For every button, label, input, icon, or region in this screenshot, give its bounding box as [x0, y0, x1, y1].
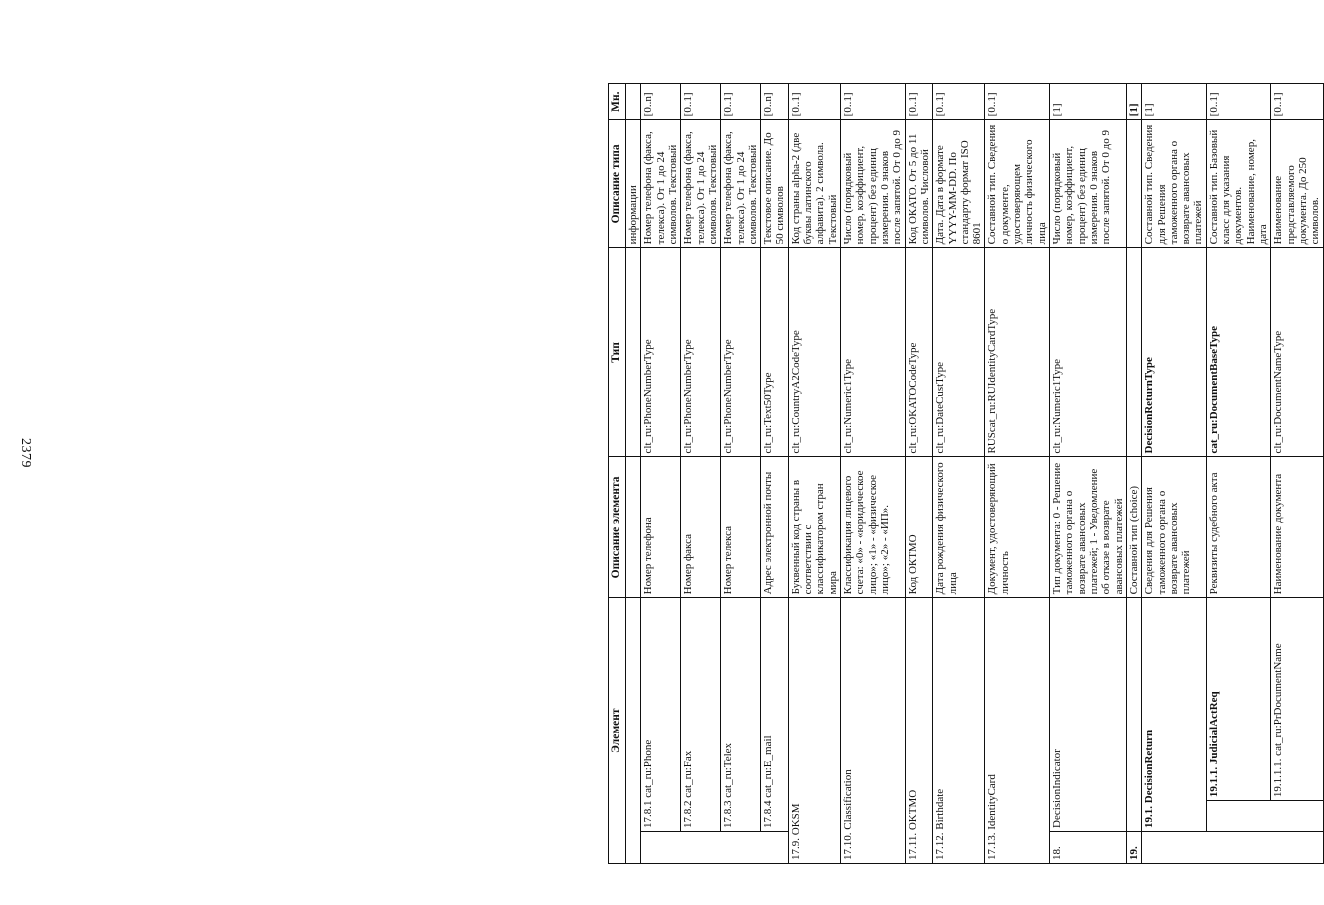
- table-row: [985, 84, 1050, 864]
- cell-type: [1126, 248, 1141, 457]
- cell-mult: [0..1]: [841, 84, 906, 120]
- cell-description: Номер телекса: [721, 457, 761, 598]
- cell-type-description: Текстовое описание. До 50 символов: [761, 120, 789, 248]
- row-number: 17.8.1: [642, 800, 655, 828]
- cell-description: Код ОКТМО: [905, 457, 933, 598]
- cell-element: [761, 598, 789, 832]
- element-name: IdentityCard: [986, 774, 999, 830]
- table-row: [788, 84, 840, 864]
- header-type: Тип: [609, 248, 626, 457]
- cell-description: Буквенный код страны в соответствии с классификатором стран мира: [788, 457, 840, 598]
- cell-num2: [626, 801, 641, 832]
- cell-description: Сведения для Решения таможенного органа о возврате авансовых платежей: [1142, 457, 1207, 598]
- cell-element: [985, 598, 1050, 864]
- cell-type-description: Дата. Дата в формате YYYY-MM-DD. По стандарту формат ISO 8601: [933, 120, 985, 248]
- cell-type-description: информации: [626, 120, 641, 248]
- cell-element: [721, 598, 761, 832]
- row-number: 17.9.: [789, 838, 802, 860]
- page-number: 2379: [18, 438, 33, 468]
- row-number: 17.8.3: [722, 800, 735, 828]
- cell-indent: [761, 832, 789, 864]
- table-row: [933, 84, 985, 864]
- row-number: 17.10.: [842, 832, 854, 860]
- header-element-description: Описание элемента: [609, 457, 626, 598]
- cell-description: [626, 457, 641, 598]
- cell-type: clt_ru:DateCustType: [933, 248, 985, 457]
- cell-type-description: Составной тип. Сведения о документе, удостоверяющем личность физического лица: [985, 120, 1050, 248]
- element-name: Birthdate: [934, 788, 947, 830]
- cell-type-description: Код ОКАТО. От 5 до 11 символов. Числовой: [905, 120, 933, 248]
- cell-indent: [1271, 801, 1323, 832]
- cell-type: clt_ru:PhoneNumberType: [681, 248, 721, 457]
- table-row: [1126, 84, 1141, 864]
- element-name: cat_ru:Fax: [682, 750, 695, 798]
- cell-element: [1126, 598, 1141, 832]
- element-name: cat_ru:E_mail: [762, 735, 775, 798]
- table-row: [721, 84, 761, 864]
- cell-element: [626, 598, 641, 801]
- cell-type: clt_ru:Numeric1Type: [841, 248, 906, 457]
- row-number: 19.1.1.: [1207, 766, 1220, 798]
- table-row: [1271, 84, 1323, 864]
- cell-description: Наименование документа: [1271, 457, 1323, 598]
- table-row: [1050, 84, 1127, 864]
- cell-num: 18.: [1050, 832, 1127, 864]
- cell-mult: [0..1]: [1206, 84, 1271, 120]
- cell-mult: [0..1]: [905, 84, 933, 120]
- cell-description: Дата рождения физического лица: [933, 457, 985, 598]
- cell-mult: [0..1]: [681, 84, 721, 120]
- cell-mult: [0..1]: [788, 84, 840, 120]
- row-number: 19.1.: [1143, 806, 1156, 828]
- cell-mult: [0..1]: [985, 84, 1050, 120]
- cell-type-description: Составной тип. Сведения для Решения таможенного органа о возврате авансовых платежей: [1142, 120, 1207, 248]
- table-row: [641, 84, 681, 864]
- header-type-description: Описание типа: [609, 120, 626, 248]
- cell-type-description: Номер телефона (факса, телекса). От 1 до 24 символов. Текстовый: [721, 120, 761, 248]
- cell-type-description: Наименование представляемого документа. До 250 символов.: [1271, 120, 1323, 248]
- element-name: JudicialActReq: [1207, 691, 1220, 765]
- element-name: OKTMO: [906, 789, 919, 831]
- cell-num: 19.: [1126, 832, 1141, 864]
- cell-element: [841, 598, 906, 864]
- cell-type: RUScat_ru:RUIdentityCardType: [985, 248, 1050, 457]
- cell-type-description: Число (порядковый номер, коэффициент, процент) без единиц измерения. 0 знаков после запятой. От 0 до 9: [841, 120, 906, 248]
- rotated-page: [608, 83, 1322, 864]
- cell-mult: [0..n]: [761, 84, 789, 120]
- cell-type: [626, 248, 641, 457]
- cell-mult: [0..n]: [641, 84, 681, 120]
- header-multiplicity: Мн.: [609, 84, 626, 120]
- cell-type-description: [1126, 120, 1141, 248]
- cell-type: DecisionReturnType: [1142, 248, 1207, 457]
- cell-description: Составной тип (choice): [1126, 457, 1141, 598]
- element-name: cat_ru:Telex: [722, 742, 735, 798]
- cell-element: [681, 598, 721, 832]
- cell-description: Номер факса: [681, 457, 721, 598]
- cell-type: clt_ru:PhoneNumberType: [721, 248, 761, 457]
- cell-element: [788, 598, 840, 864]
- cell-indent: [1142, 832, 1207, 864]
- cell-mult: [0..1]: [1271, 84, 1323, 120]
- cell-element: [905, 598, 933, 864]
- table-row: [681, 84, 721, 864]
- cell-mult: [1]: [1142, 84, 1207, 120]
- cell-mult: [0..1]: [933, 84, 985, 120]
- table-row: [841, 84, 906, 864]
- row-number: 17.11.: [906, 832, 919, 860]
- table-row: [761, 84, 789, 864]
- cell-indent: [1206, 832, 1271, 864]
- cell-element: [641, 598, 681, 832]
- cell-mult: [626, 84, 641, 120]
- cell-description: Номер телефона: [641, 457, 681, 598]
- cell-type-description: Номер телефона (факса, телекса). От 1 до 24 символов. Текстовый: [681, 120, 721, 248]
- row-number: 17.8.2: [682, 800, 695, 828]
- element-name: cat_ru:Phone: [642, 739, 655, 798]
- cell-type: clt_ru:PhoneNumberType: [641, 248, 681, 457]
- cell-mult: [0..1]: [721, 84, 761, 120]
- cell-indent: [721, 832, 761, 864]
- cell-mult: [1]: [1126, 84, 1141, 120]
- cell-type-description: Составной тип. Базовый класс для указания документов. Наименование, номер, дата: [1206, 120, 1271, 248]
- cell-type: clt_ru:Numeric1Type: [1050, 248, 1127, 457]
- table-header-row: [609, 84, 626, 864]
- element-name: DecisionReturn: [1143, 729, 1156, 804]
- element-name: OKSM: [789, 803, 802, 836]
- row-number: 17.13.: [986, 832, 999, 860]
- cell-element: [1271, 598, 1323, 801]
- cell-mult: [1]: [1050, 84, 1127, 120]
- cell-description: Документ, удостоверяющий личность: [985, 457, 1050, 598]
- cell-description: Адрес электронной почты: [761, 457, 789, 598]
- cell-type: clt_ru:CountryA2CodeType: [788, 248, 840, 457]
- cell-element: [933, 598, 985, 864]
- element-name: cat_ru:PrDocumentName: [1272, 643, 1285, 756]
- table-row: [905, 84, 933, 864]
- cell-num: [626, 832, 641, 864]
- cell-element: [1142, 598, 1207, 832]
- cell-description: Реквизиты судебного акта: [1206, 457, 1271, 598]
- cell-type-description: Номер телефона (факса, телекса). От 1 до 24 символов. Текстовый: [641, 120, 681, 248]
- cell-element: DecisionIndicator: [1050, 598, 1127, 832]
- cell-type: clt_ru:DocumentNameType: [1271, 248, 1323, 457]
- cell-type: clt_ru:OKATOCodeType: [905, 248, 933, 457]
- element-name: Classification: [842, 769, 854, 830]
- cell-indent: [681, 832, 721, 864]
- cell-description: Тип документа: 0 - Решение таможенного органа о возврате авансовых платежей; 1 - Уведомление об отказе в возврате авансовых платежей: [1050, 457, 1127, 598]
- data-table: [608, 83, 1324, 864]
- row-number: 17.12.: [934, 832, 947, 860]
- table-row: [1142, 84, 1207, 864]
- header-element: Элемент: [609, 598, 626, 864]
- row-number: 19.1.1.1.: [1272, 758, 1285, 798]
- cell-type: clt_ru:Text50Type: [761, 248, 789, 457]
- cell-type-description: Число (порядковый номер, коэффициент, процент) без единиц измерения. 0 знаков после запятой. От 0 до 9: [1050, 120, 1127, 248]
- cell-indent: [641, 832, 681, 864]
- cell-element: [1206, 598, 1271, 801]
- row-number: 17.8.4: [762, 800, 775, 828]
- cell-type: cat_ru:DocumentBaseType: [1206, 248, 1271, 457]
- table-row: [626, 84, 641, 864]
- cell-type-description: Код страны alpha-2 (две буквы латинского алфавита). 2 символа. Текстовый: [788, 120, 840, 248]
- cell-description: Классификация лицевого счета: «0» - «юридическое лицо»; «1» - «физическое лицо»; «2» - «ИП».: [841, 457, 906, 598]
- table-row: [1206, 84, 1271, 864]
- cell-indent: [1206, 801, 1271, 832]
- cell-indent: [1271, 832, 1323, 864]
